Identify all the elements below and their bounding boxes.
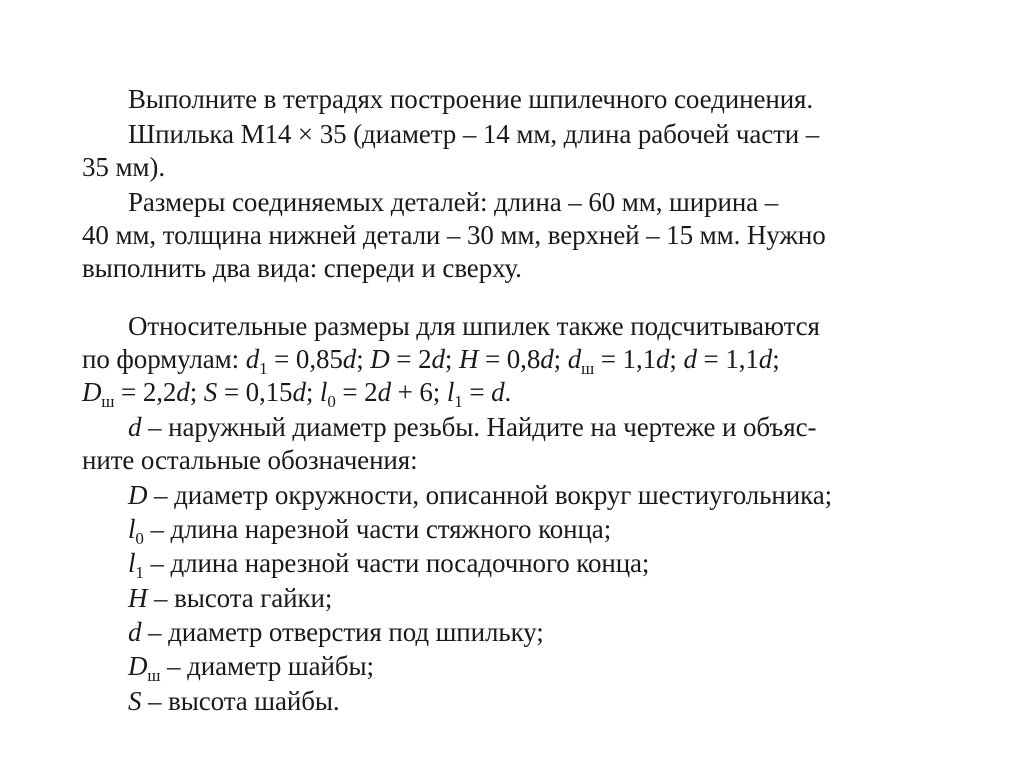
formula-subscript: ш [147,666,161,685]
formula-text: ; [444,344,459,374]
paragraph-4-line-1 [128,311,820,341]
formula-text: = [462,377,492,407]
text: Размеры соединяемых деталей: длина – 60 мм, ширина – [128,187,779,217]
text: – наружный диаметр резьбы. Найдите на чертеже и объяс- [141,412,817,442]
formula-text: + 6; [390,377,447,407]
definition-text: – диаметр шайбы; [160,651,374,681]
formula-symbol: H [128,583,148,613]
formula-symbol: d [431,344,445,374]
definition-text: – высота гайки; [147,583,333,613]
formula-subscript: 1 [135,563,144,582]
formula-text: ; [553,344,568,374]
text: ните остальные обозначения: [82,445,418,475]
formula-symbol: d [758,344,773,374]
formula-symbol: d [540,344,554,374]
text: по формулам: [82,344,246,374]
formula-text: ; [356,344,371,374]
text: Выполните в тетрадях построение шпилечного соединения. [128,84,814,114]
formula-text: ; [305,377,320,407]
formula-subscript: ш [581,359,595,378]
formula-text: = 1,1 [594,344,657,374]
paragraph-4-line-2 [82,344,780,378]
definition-D [128,480,832,510]
formula-symbol: S [203,377,218,407]
definition-text: – диаметр отверстия под шпильку; [141,617,544,647]
formula-symbol: d [377,377,391,407]
formula-text: = 1,1 [696,344,759,374]
formula-text: = 0,85 [267,344,343,374]
formula-symbol: d [292,377,306,407]
formula-symbol: D [128,651,148,681]
formula-text: = 2,2 [114,377,177,407]
formula-subscript: 0 [135,529,144,548]
formula-symbol: d [683,344,697,374]
formula-symbol: S [128,686,142,716]
text: 40 мм, толщина нижней детали – 30 мм, верхней – 15 мм. Нужно [82,220,826,250]
formula-symbol: D [128,480,148,510]
text: 35 мм). [82,152,165,182]
formula-subscript: 1 [259,359,268,378]
paragraph-5-line-1 [128,412,816,442]
definition-text: – высота шайбы. [141,686,340,716]
text: Относительные размеры для шпилек также подсчитываются [128,311,820,341]
paragraph-4-line-3 [82,377,512,411]
formula-symbol: d [491,377,505,407]
formula-symbol: D [370,344,390,374]
paragraph-2-line-2 [82,152,165,182]
formula-text: = 2 [389,344,432,374]
formula-symbol: d [176,377,190,407]
definition-d [128,617,544,647]
formula-symbol: d [128,617,142,647]
paragraph-5-line-2 [82,445,418,475]
formula-subscript: 1 [454,392,463,411]
formula-symbol: l [128,514,136,544]
formula-symbol: d [342,344,357,374]
text: выполнить два вида: спереди и сверху. [82,253,522,283]
paragraph-3-line-2 [82,220,826,250]
definition-S [128,686,340,716]
formula-symbol: D [82,377,102,407]
formula-symbol: d [128,412,142,442]
formula-symbol: l [128,548,136,578]
formula-symbol: d [567,344,582,374]
definition-l1 [128,548,650,582]
formula-text: = 2 [335,377,378,407]
formula-subscript: 0 [327,392,336,411]
formula-text: ; [772,344,780,374]
formula-subscript: ш [101,392,115,411]
formula-symbol: d [656,344,670,374]
definition-l0 [128,514,612,548]
definition-Dsh [128,651,374,685]
paragraph-3-line-3 [82,253,522,283]
paragraph-3-line-1 [128,187,778,217]
formula-symbol: l [446,377,455,407]
formula-text: . [504,377,512,407]
definition-H [128,583,332,613]
formula-text: ; [669,344,684,374]
formula-symbol: H [458,344,479,374]
definition-text: – длина нарезной части стяжного конца; [143,514,612,544]
definition-text: – длина нарезной части посадочного конца; [143,548,650,578]
formula-text: = 0,15 [217,377,293,407]
formula-symbol: d [245,344,260,374]
definition-text: – диаметр окружности, описанной вокруг шестиугольника; [147,480,832,510]
formula-text: = 0,8 [478,344,541,374]
text: Шпилька М14 × 35 (диаметр – 14 мм, длина рабочей части – [128,119,820,149]
paragraph-2-line-1 [128,119,819,149]
formula-symbol: l [319,377,328,407]
formula-text: ; [189,377,204,407]
paragraph-1-line-1 [128,84,813,114]
